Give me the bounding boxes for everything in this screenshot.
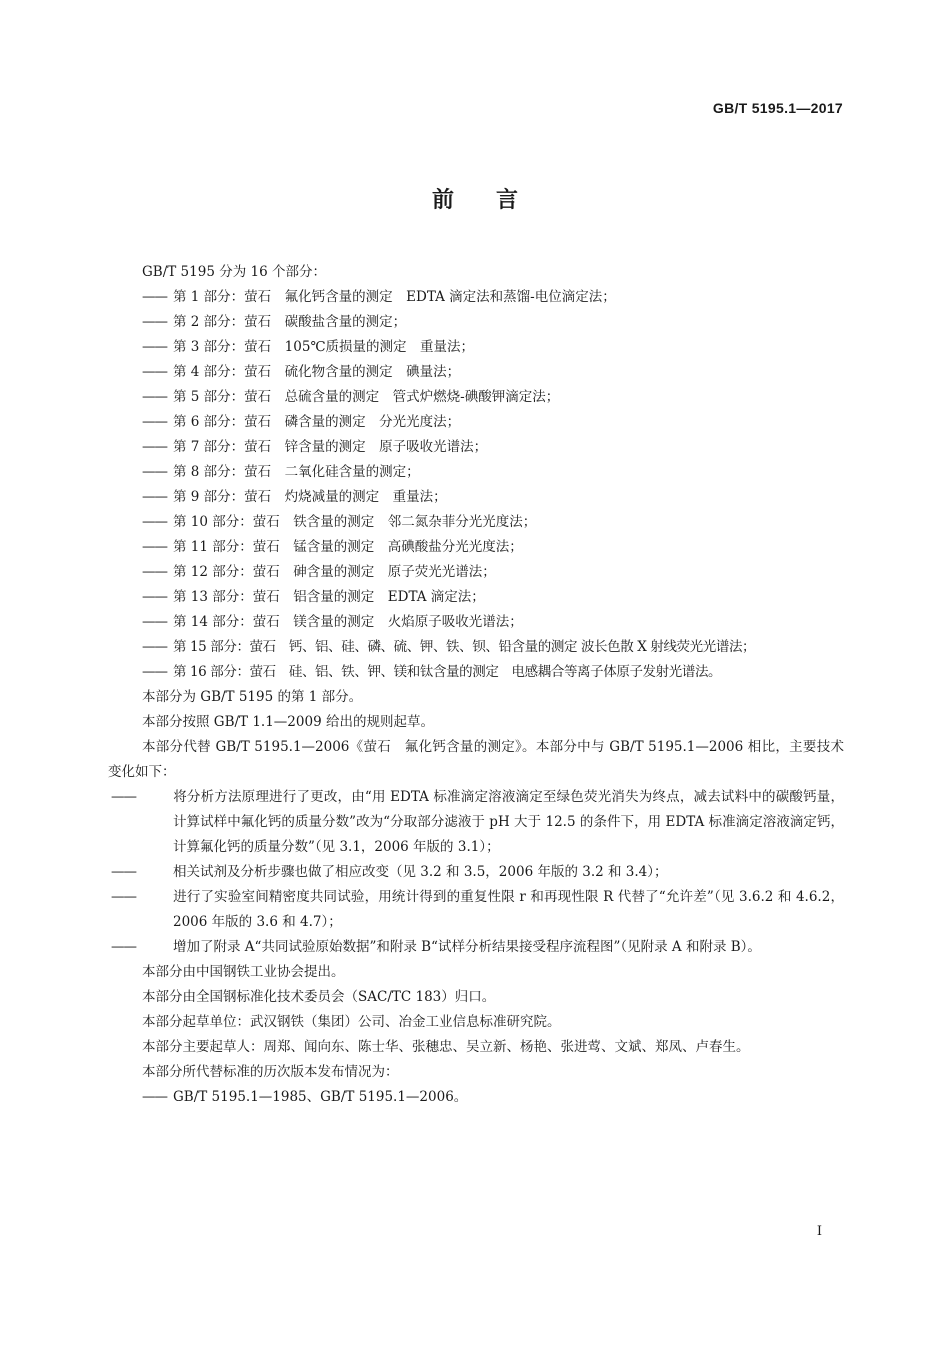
part-text: 第 2 部分：萤石 碳酸盐含量的测定； — [173, 314, 407, 330]
list-item — [108, 935, 844, 960]
list-item — [108, 510, 844, 535]
dash: —— — [142, 464, 167, 480]
dash: —— — [142, 389, 167, 405]
list-item — [108, 885, 844, 935]
dash: —— — [142, 314, 167, 330]
dash: —— — [142, 539, 167, 555]
part-text: 第 15 部分：萤石 钙、铝、硅、磷、硫、钾、铁、钡、铅含量的测定 波长色散 X 射线荧光光谱法； — [173, 639, 756, 655]
list-item — [108, 360, 844, 385]
part-text: 第 6 部分：萤石 磷含量的测定 分光光度法； — [173, 414, 461, 430]
part-text: 第 10 部分：萤石 铁含量的测定 邻二氮杂菲分光光度法； — [173, 514, 537, 530]
list-item — [108, 485, 844, 510]
centralized-statement: 本部分由全国钢标准化技术委员会（SAC/TC 183）归口。 — [142, 989, 496, 1005]
part-text: 第 14 部分：萤石 镁含量的测定 火焰原子吸收光谱法； — [173, 614, 523, 630]
part-text: 第 5 部分：萤石 总硫含量的测定 管式炉燃烧-碘酸钾滴定法； — [173, 389, 560, 405]
replaces-statement: 本部分代替 GB/T 5195.1—2006《萤石 氟化钙含量的测定》。本部分中与 GB/T 5195.1—2006 相比，主要技术变化如下： — [108, 739, 844, 780]
drafting-units-statement: 本部分起草单位：武汉钢铁（集团）公司、冶金工业信息标准研究院。 — [142, 1014, 561, 1030]
dash: —— — [142, 289, 167, 305]
list-item — [108, 335, 844, 360]
dash: —— — [142, 439, 167, 455]
history-intro: 本部分所代替标准的历次版本发布情况为： — [142, 1064, 399, 1080]
drafting-rule-statement: 本部分按照 GB/T 1.1—2009 给出的规则起草。 — [142, 714, 434, 730]
part-text: 第 12 部分：萤石 砷含量的测定 原子荧光光谱法； — [173, 564, 496, 580]
part-text: 第 1 部分：萤石 氟化钙含量的测定 EDTA 滴定法和蒸馏-电位滴定法； — [173, 289, 616, 305]
part-text: 第 16 部分：萤石 硅、铝、铁、钾、镁和钛含量的测定 电感耦合等离子体原子发射光谱法。 — [173, 664, 722, 680]
document-body — [108, 260, 844, 1110]
page-number: I — [816, 1224, 822, 1239]
dash: —— — [142, 514, 167, 530]
part-text: 第 8 部分：萤石 二氧化硅含量的测定； — [173, 464, 420, 480]
history-list — [108, 1085, 844, 1110]
list-item — [108, 785, 844, 860]
list-item — [108, 560, 844, 585]
change-text: 将分析方法原理进行了更改，由“用 EDTA 标准滴定溶液滴定至绿色荧光消失为终点，减去试料中的碳酸钙量，计算试样中氟化钙的质量分数”改为“分取部分滤液于 pH 大于 12.5 的条件下，用 EDTA 标准滴定溶液滴定钙，计算氟化钙的质量分数”（见 3.1，2006 年版的 3.1）； — [173, 789, 844, 855]
dash: —— — [111, 889, 136, 905]
dash: —— — [142, 639, 167, 655]
part-text: 第 3 部分：萤石 105℃质损量的测定 重量法； — [173, 339, 475, 355]
changes-list — [108, 785, 844, 960]
dash: —— — [142, 489, 167, 505]
dash: —— — [142, 364, 167, 380]
list-item — [108, 460, 844, 485]
part-text: 第 4 部分：萤石 硫化物含量的测定 碘量法； — [173, 364, 461, 380]
list-item — [108, 310, 844, 335]
list-item — [108, 410, 844, 435]
list-item — [108, 585, 844, 610]
dash: —— — [111, 789, 136, 805]
standard-code: GB/T 5195.1—2017 — [712, 100, 843, 116]
page-title: 前言 — [431, 188, 560, 213]
list-item — [108, 1085, 844, 1110]
dash: —— — [142, 414, 167, 430]
dash: —— — [111, 864, 136, 880]
change-text: 相关试剂及分析步骤也做了相应改变（见 3.2 和 3.5，2006 年版的 3.2 和 3.4）； — [173, 864, 668, 880]
part-text: 第 9 部分：萤石 灼烧减量的测定 重量法； — [173, 489, 447, 505]
dash: —— — [142, 614, 167, 630]
change-text: 进行了实验室间精密度共同试验，用统计得到的重复性限 r 和再现性限 R 代替了“允许差”（见 3.6.2 和 4.6.2，2006 年版的 3.6 和 4.7）； — [173, 889, 844, 930]
this-part-statement: 本部分为 GB/T 5195 的第 1 部分。 — [142, 689, 363, 705]
part-text: 第 11 部分：萤石 锰含量的测定 高碘酸盐分光光度法； — [173, 539, 523, 555]
part-text: 第 7 部分：萤石 锌含量的测定 原子吸收光谱法； — [173, 439, 488, 455]
list-item — [108, 610, 844, 635]
proposer-statement: 本部分由中国钢铁工业协会提出。 — [142, 964, 345, 980]
list-item — [108, 435, 844, 460]
list-item — [108, 385, 844, 410]
drafters-statement: 本部分主要起草人：周郑、闻向东、陈士华、张穗忠、吴立新、杨艳、张进莺、文斌、郑凤、卢春生。 — [142, 1039, 750, 1055]
dash: —— — [142, 339, 167, 355]
change-text: 增加了附录 A“共同试验原始数据”和附录 B“试样分析结果接受程序流程图”（见附录 A 和附录 B）。 — [173, 939, 761, 955]
dash: —— — [142, 664, 167, 680]
parts-intro: GB/T 5195 分为 16 个部分： — [142, 264, 326, 280]
dash: —— — [142, 589, 167, 605]
dash: —— — [111, 939, 136, 955]
list-item — [108, 285, 844, 310]
dash: —— — [142, 1089, 167, 1105]
dash: —— — [142, 564, 167, 580]
list-item — [108, 635, 844, 660]
list-item — [108, 660, 844, 685]
list-item — [108, 535, 844, 560]
parts-list — [108, 285, 844, 685]
list-item — [108, 860, 844, 885]
history-text: GB/T 5195.1—1985、GB/T 5195.1—2006。 — [173, 1089, 468, 1105]
part-text: 第 13 部分：萤石 铝含量的测定 EDTA 滴定法； — [173, 589, 485, 605]
